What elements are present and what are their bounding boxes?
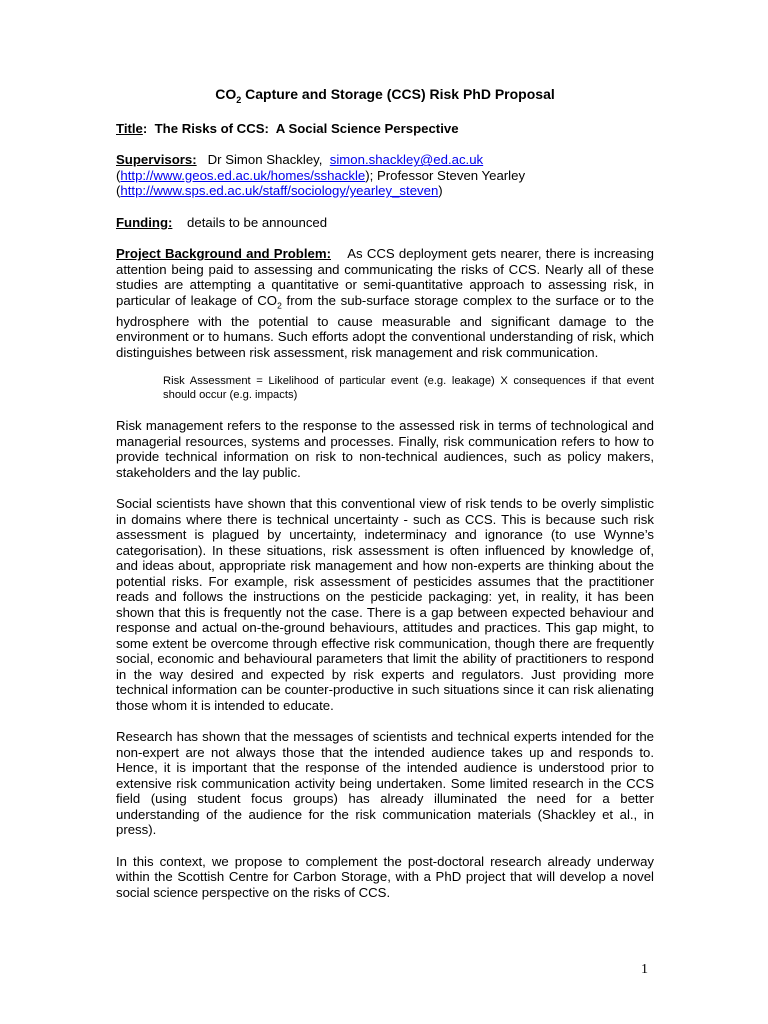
research-paragraph: Research has shown that the messages of scientists and technical experts intended for the non-expert are not always those that the intended audience takes up and responds to. Hence, it is important that the response of the intended audience is understood prior to extensive risk communication activity being undertaken. Some limited research in the CCS field (using student focus groups) has already illuminated the need for a better understanding of the audience for the risk communication materials (Shackley et al., in press). (116, 729, 654, 838)
context-paragraph: In this context, we propose to complement the post-doctoral research already underway within the Scottish Centre for Carbon Storage, with a PhD project that will develop a novel social science perspective on the risks of CCS. (116, 853, 654, 900)
supervisors-section: Supervisors: Dr Simon Shackley, simon.shackley@ed.ac.uk (http://www.geos.ed.ac.uk/homes/sshackle); Professor Steven Yearley (http://www.sps.ed.ac.uk/staff/sociology/yearley_steven) (116, 152, 526, 199)
title-line: Title: The Risks of CCS: A Social Science Perspective (116, 120, 459, 136)
supervisor-email-link[interactable]: simon.shackley@ed.ac.uk (329, 152, 484, 168)
funding-label: Funding: (116, 214, 173, 230)
background-paragraph: Project Background and Problem: As CCS deployment gets nearer, there is increasing attention being paid to assessing and communicating the risks of CCS. Nearly all of these studies are attempting a quantitative or semi-quantitative approach to assessing risk, in particular of leakage of $CO_2$ from the sub-surface storage complex to the surface or to the hydrosphere with the potential to cause measurable and significant damage to the environment or to humans. Such efforts adopt the conventional understanding of risk, which distinguishes between risk assessment, risk management and risk communication. (116, 246, 658, 360)
second-supervisor-link[interactable]: http://www.sps.ed.ac.uk/staff/sociology/yearley_steven (120, 183, 439, 199)
page-number: 1 (641, 962, 648, 977)
background-label: Project Background and Problem: (116, 246, 331, 262)
funding-line: Funding: details to be announced (116, 214, 328, 230)
title-text: The Risks of CCS: A Social Science Perspective (147, 120, 459, 136)
supervisors-label: Supervisors: (116, 152, 197, 168)
risk-management-paragraph: Risk management refers to the response to the assessed risk in terms of technological and managerial resources, systems and processes. Finally, risk communication refers to how to provide technical information on risk to non-technical audiences, such as policy makers, stakeholders and the lay public. (116, 418, 654, 480)
risk-assessment-formula: Risk Assessment = Likelihood of particular event (e.g. leakage) X consequences if that event should occur (e.g. impacts) (163, 375, 654, 402)
document-page (116, 86, 658, 916)
document-title: $CO_2$ Capture and Storage (CCS) Risk PhD Proposal (215, 86, 555, 105)
social-scientists-paragraph: Social scientists have shown that this conventional view of risk tends to be overly simplistic in domains where there is technical uncertainty - such as CCS. This is because such risk assessment is plagued by uncertainty, indeterminacy and ignorance (to use Wynne’s categorisation). In these situations, risk assessment is often influenced by knowledge of, and ideas about, appropriate risk management and how non-experts are thinking about the potential risks. For example, risk assessment of pesticides assumes that the practitioner reads and follows the instructions on the pesticide packaging: yet, in reality, it has been shown that this is frequently not the case. There is a gap between expected behaviour and response and actual on-the-ground behaviours, attitudes and practices. This gap might, to some extent be overcome through effective risk communication, though there are frequently social, economic and behavioural parameters that limit the ability of practitioners to respond in the way desired and expected by risk experts and regulators. Just providing more technical information can be counter-productive in such situations since it can risk alienating those whom it is intended to educate. (116, 496, 654, 713)
title-label: Title (116, 120, 143, 136)
supervisor-homepage-link[interactable]: http://www.geos.ed.ac.uk/homes/sshackle (120, 167, 366, 183)
